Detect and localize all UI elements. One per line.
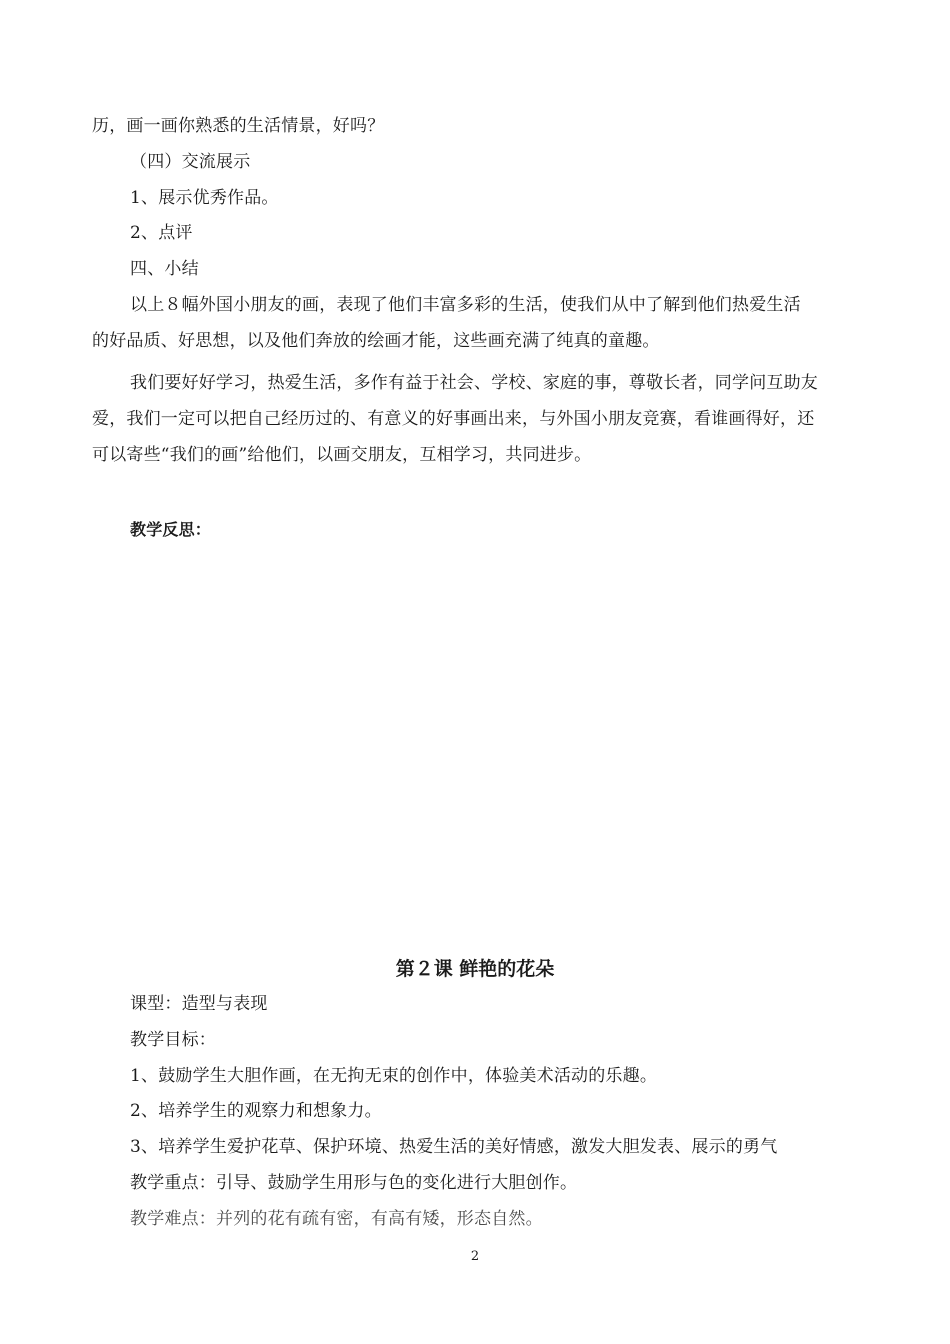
paragraph-line: 可以寄些“我们的画”给他们，以画交朋友，互相学习，共同进步。 [92, 445, 592, 465]
paragraph-line: 爱，我们一定可以把自己经历过的、有意义的好事画出来，与外国小朋友竞赛，看谁画得好，还 [92, 409, 815, 429]
goals-label: 教学目标： [130, 1030, 216, 1050]
text-line: 历，画一画你熟悉的生活情景，好吗？ [92, 116, 385, 136]
goal-item: 2、培养学生的观察力和想象力。 [130, 1101, 382, 1121]
paragraph-line: 的好品质、好思想，以及他们奔放的绘画才能，这些画充满了纯真的童趣。 [92, 331, 660, 351]
paragraph-line: 我们要好好学习，热爱生活，多作有益于社会、学校、家庭的事，尊敬长者，同学问互助友 [130, 373, 818, 393]
goal-item: 1、鼓励学生大胆作画，在无拘无束的创作中，体验美术活动的乐趣。 [130, 1066, 658, 1086]
list-item: 1、展示优秀作品。 [130, 188, 279, 208]
list-item: 2、点评 [130, 223, 193, 243]
section-heading-exchange: （四）交流展示 [130, 152, 251, 172]
goal-item: 3、培养学生爱护花草、保护环境、热爱生活的美好情感，激发大胆发表、展示的勇气 [130, 1137, 778, 1157]
lesson-title: 第２课 鲜艳的花朵 [395, 958, 555, 980]
key-point: 教学重点：引导、鼓励学生用形与色的变化进行大胆创作。 [130, 1173, 578, 1193]
lesson-type: 课型：造型与表现 [130, 994, 268, 1014]
paragraph-line: 以上８幅外国小朋友的画，表现了他们丰富多彩的生活，使我们从中了解到他们热爱生活 [130, 295, 801, 315]
reflection-label: 教学反思： [130, 520, 212, 539]
page-number: 2 [470, 1249, 480, 1264]
difficulty-point: 教学难点：并列的花有疏有密，有高有矮，形态自然。 [130, 1209, 543, 1229]
section-heading-summary: 四、小结 [130, 259, 199, 279]
